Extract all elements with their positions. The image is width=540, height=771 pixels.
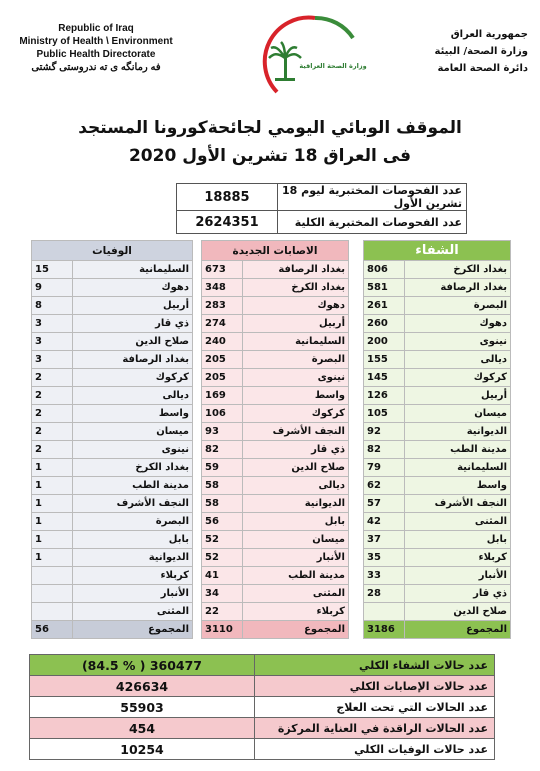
region-name: دهوك [405, 315, 511, 333]
region-count: 261 [364, 297, 405, 315]
region-count: 37 [364, 531, 405, 549]
region-name: المثنى [73, 603, 193, 621]
table-row [202, 477, 349, 495]
region-name: السليمانية [243, 333, 349, 351]
region-count: 35 [364, 549, 405, 567]
region-count: 106 [202, 405, 243, 423]
table-row [364, 531, 511, 549]
region-name: واسط [243, 387, 349, 405]
header-line-kurdish: فه رمانگه ی ته ندروستی گشتی [31, 62, 161, 73]
region-name: الأنبار [73, 585, 193, 603]
region-name: كربلاء [243, 603, 349, 621]
header-line-ministry: Ministry of Health \ Environment [19, 36, 173, 47]
table-row [364, 477, 511, 495]
region-name: ميسان [243, 531, 349, 549]
region-name: صلاح الدين [243, 459, 349, 477]
region-name: مدينة الطب [405, 441, 511, 459]
table-row [364, 513, 511, 531]
table-row [32, 279, 193, 297]
region-name: النجف الأشرف [73, 495, 193, 513]
total-tests-row [177, 211, 467, 234]
region-count: 33 [364, 567, 405, 585]
report-title: الموقف الوبائي اليومي لجائحةكورونا المستجد [78, 118, 462, 138]
region-count: 22 [202, 603, 243, 621]
region-name: ديالى [405, 351, 511, 369]
deaths-table [31, 240, 193, 639]
region-count: 274 [202, 315, 243, 333]
region-name: دهوك [73, 279, 193, 297]
region-name: السليمانية [405, 459, 511, 477]
region-count: 3 [32, 351, 73, 369]
region-name: بغداد الرصافة [405, 279, 511, 297]
new-cases-total-value: 3110 [202, 621, 243, 639]
table-row [202, 441, 349, 459]
region-name: كربلاء [73, 567, 193, 585]
table-row [202, 603, 349, 621]
region-name: البصرة [243, 351, 349, 369]
region-count: 1 [32, 513, 73, 531]
table-row [364, 423, 511, 441]
deaths-total-value: 56 [32, 621, 73, 639]
region-count: 145 [364, 369, 405, 387]
region-count: 15 [32, 261, 73, 279]
region-count: 105 [364, 405, 405, 423]
region-name: واسط [405, 477, 511, 495]
table-row [32, 495, 193, 513]
region-name: بغداد الكرخ [73, 459, 193, 477]
region-count: 57 [364, 495, 405, 513]
region-name: ميسان [405, 405, 511, 423]
region-count: 155 [364, 351, 405, 369]
summary-row [30, 697, 495, 718]
table-row [364, 567, 511, 585]
table-row [32, 423, 193, 441]
table-row [32, 261, 193, 279]
region-name: مدينة الطب [243, 567, 349, 585]
lab-tests-table [176, 183, 467, 234]
table-row [364, 603, 511, 621]
region-count: 240 [202, 333, 243, 351]
region-name: ذي قار [405, 585, 511, 603]
table-row [202, 459, 349, 477]
summary-value: 454 [30, 718, 255, 739]
region-count: 28 [364, 585, 405, 603]
table-row [202, 315, 349, 333]
table-row [32, 297, 193, 315]
region-name: بابل [243, 513, 349, 531]
table-row [32, 387, 193, 405]
table-row [32, 531, 193, 549]
region-name: البصرة [73, 513, 193, 531]
region-name: بغداد الكرخ [405, 261, 511, 279]
table-row [202, 279, 349, 297]
ministry-header-english [6, 22, 186, 74]
recovered-table [363, 240, 511, 639]
ministry-header-arabic [408, 26, 528, 77]
header-line-republic: Republic of Iraq [58, 23, 134, 34]
region-count: 3 [32, 333, 73, 351]
table-row [364, 261, 511, 279]
region-name: النجف الأشرف [243, 423, 349, 441]
region-name: أربيل [73, 297, 193, 315]
region-count: 1 [32, 459, 73, 477]
region-count [364, 603, 405, 621]
new-cases-header: الاصابات الجديدة [202, 241, 349, 261]
table-row [32, 567, 193, 585]
summary-row [30, 655, 495, 676]
table-row [202, 297, 349, 315]
summary-label: عدد حالات الإصابات الكلي [255, 676, 495, 697]
region-count: 1 [32, 549, 73, 567]
region-name: بابل [73, 531, 193, 549]
region-name: واسط [73, 405, 193, 423]
region-count: 52 [202, 531, 243, 549]
region-name: كركوك [73, 369, 193, 387]
region-count: 62 [364, 477, 405, 495]
region-name: الأنبار [405, 567, 511, 585]
region-name: نينوى [405, 333, 511, 351]
table-row [202, 549, 349, 567]
table-row [202, 387, 349, 405]
deaths-total-row [32, 621, 193, 639]
table-row [364, 405, 511, 423]
palm-tree-icon [269, 42, 301, 81]
table-row [202, 369, 349, 387]
summary-label: عدد حالات الشفاء الكلي [255, 655, 495, 676]
region-name: البصرة [405, 297, 511, 315]
region-count: 34 [202, 585, 243, 603]
region-name: نينوى [73, 441, 193, 459]
region-count: 92 [364, 423, 405, 441]
region-count: 2 [32, 423, 73, 441]
region-name: بغداد الكرخ [243, 279, 349, 297]
total-tests-value: 2624351 [177, 211, 278, 234]
region-name: مدينة الطب [73, 477, 193, 495]
summary-value: (84.5 % ) 360477 [30, 655, 255, 676]
table-row [32, 333, 193, 351]
region-count: 260 [364, 315, 405, 333]
region-count: 673 [202, 261, 243, 279]
region-name: بابل [405, 531, 511, 549]
summary-value: 55903 [30, 697, 255, 718]
region-count: 1 [32, 531, 73, 549]
region-count: 82 [202, 441, 243, 459]
region-count: 58 [202, 477, 243, 495]
region-name: بغداد الرصافة [243, 261, 349, 279]
daily-tests-row [177, 184, 467, 211]
region-name: ذي قار [243, 441, 349, 459]
region-count [32, 585, 73, 603]
table-row [32, 513, 193, 531]
table-row [202, 495, 349, 513]
region-count: 59 [202, 459, 243, 477]
region-count: 2 [32, 405, 73, 423]
header-line-directorate: Public Health Directorate [36, 49, 156, 60]
region-name: ميسان [73, 423, 193, 441]
region-name: كربلاء [405, 549, 511, 567]
summary-label: عدد حالات الوفيات الكلي [255, 739, 495, 760]
table-row [364, 441, 511, 459]
table-row [202, 351, 349, 369]
new-cases-total-label: المجموع [243, 621, 349, 639]
region-count: 8 [32, 297, 73, 315]
table-row [32, 441, 193, 459]
region-count: 2 [32, 369, 73, 387]
deaths-header: الوفيات [32, 241, 193, 261]
region-count: 126 [364, 387, 405, 405]
cumulative-summary-table [29, 654, 495, 760]
region-count: 9 [32, 279, 73, 297]
table-row [32, 477, 193, 495]
region-count: 169 [202, 387, 243, 405]
region-name: الديوانية [405, 423, 511, 441]
table-row [202, 261, 349, 279]
region-name: ديالى [243, 477, 349, 495]
summary-label: عدد الحالات الراقدة في العناية المركزة [255, 718, 495, 739]
region-count: 2 [32, 387, 73, 405]
table-row [202, 333, 349, 351]
region-name: صلاح الدين [405, 603, 511, 621]
table-row [202, 585, 349, 603]
region-name: كركوك [243, 405, 349, 423]
table-row [32, 585, 193, 603]
region-count [32, 603, 73, 621]
region-name: ذي قار [73, 315, 193, 333]
region-name: المثنى [243, 585, 349, 603]
recovered-total-value: 3186 [364, 621, 405, 639]
table-row [32, 459, 193, 477]
table-row [32, 369, 193, 387]
region-name: أربيل [405, 387, 511, 405]
table-row [364, 549, 511, 567]
region-name: صلاح الدين [73, 333, 193, 351]
region-name: الديوانية [73, 549, 193, 567]
table-row [32, 549, 193, 567]
ministry-logo [255, 14, 375, 104]
region-count: 205 [202, 369, 243, 387]
region-count: 205 [202, 351, 243, 369]
region-count: 1 [32, 495, 73, 513]
region-count: 93 [202, 423, 243, 441]
table-row [364, 387, 511, 405]
table-row [202, 405, 349, 423]
recovered-total-label: المجموع [405, 621, 511, 639]
region-count: 41 [202, 567, 243, 585]
daily-tests-value: 18885 [177, 184, 278, 211]
summary-row [30, 676, 495, 697]
summary-row [30, 739, 495, 760]
new-cases-table [201, 240, 349, 639]
new-cases-total-row [202, 621, 349, 639]
daily-tests-label: عدد الفحوصات المختبرية ليوم 18 تشرين الأول [278, 184, 467, 211]
table-row [202, 513, 349, 531]
region-count: 3 [32, 315, 73, 333]
summary-value: 426634 [30, 676, 255, 697]
region-count: 56 [202, 513, 243, 531]
region-name: الديوانية [243, 495, 349, 513]
logo-text: وزارة الصحة العراقية [299, 62, 367, 70]
table-row [364, 297, 511, 315]
summary-value: 10254 [30, 739, 255, 760]
table-row [202, 531, 349, 549]
region-name: نينوى [243, 369, 349, 387]
header-line-directorate-ar: دائرة الصحة العامة [437, 63, 528, 74]
table-row [364, 315, 511, 333]
table-row [364, 495, 511, 513]
table-row [202, 423, 349, 441]
total-tests-label: عدد الفحوصات المختبرية الكلية [278, 211, 467, 234]
region-count: 52 [202, 549, 243, 567]
table-row [364, 369, 511, 387]
region-count: 1 [32, 477, 73, 495]
summary-row [30, 718, 495, 739]
recovered-header: الشفاء [364, 241, 511, 261]
region-count: 283 [202, 297, 243, 315]
table-row [202, 567, 349, 585]
region-name: المثنى [405, 513, 511, 531]
header-line-republic-ar: جمهورية العراق [450, 29, 528, 40]
table-row [32, 351, 193, 369]
region-name: السليمانية [73, 261, 193, 279]
deaths-total-label: المجموع [73, 621, 193, 639]
region-count: 806 [364, 261, 405, 279]
region-name: بغداد الرصافة [73, 351, 193, 369]
table-row [364, 279, 511, 297]
region-name: الأنبار [243, 549, 349, 567]
table-row [32, 405, 193, 423]
region-name: النجف الأشرف [405, 495, 511, 513]
region-count [32, 567, 73, 585]
region-count: 581 [364, 279, 405, 297]
table-row [32, 315, 193, 333]
region-count: 200 [364, 333, 405, 351]
table-row [364, 459, 511, 477]
region-name: كركوك [405, 369, 511, 387]
region-count: 58 [202, 495, 243, 513]
region-name: دهوك [243, 297, 349, 315]
table-row [364, 351, 511, 369]
region-count: 82 [364, 441, 405, 459]
region-name: أربيل [243, 315, 349, 333]
table-row [364, 333, 511, 351]
summary-label: عدد الحالات التي تحت العلاج [255, 697, 495, 718]
region-count: 42 [364, 513, 405, 531]
region-count: 348 [202, 279, 243, 297]
region-count: 2 [32, 441, 73, 459]
region-name: ديالى [73, 387, 193, 405]
report-date: فى العراق 18 تشرين الأول 2020 [128, 146, 412, 166]
table-row [364, 585, 511, 603]
header-line-ministry-ar: وزارة الصحة/ البيئة [434, 46, 528, 57]
recovered-total-row [364, 621, 511, 639]
table-row [32, 603, 193, 621]
region-count: 79 [364, 459, 405, 477]
